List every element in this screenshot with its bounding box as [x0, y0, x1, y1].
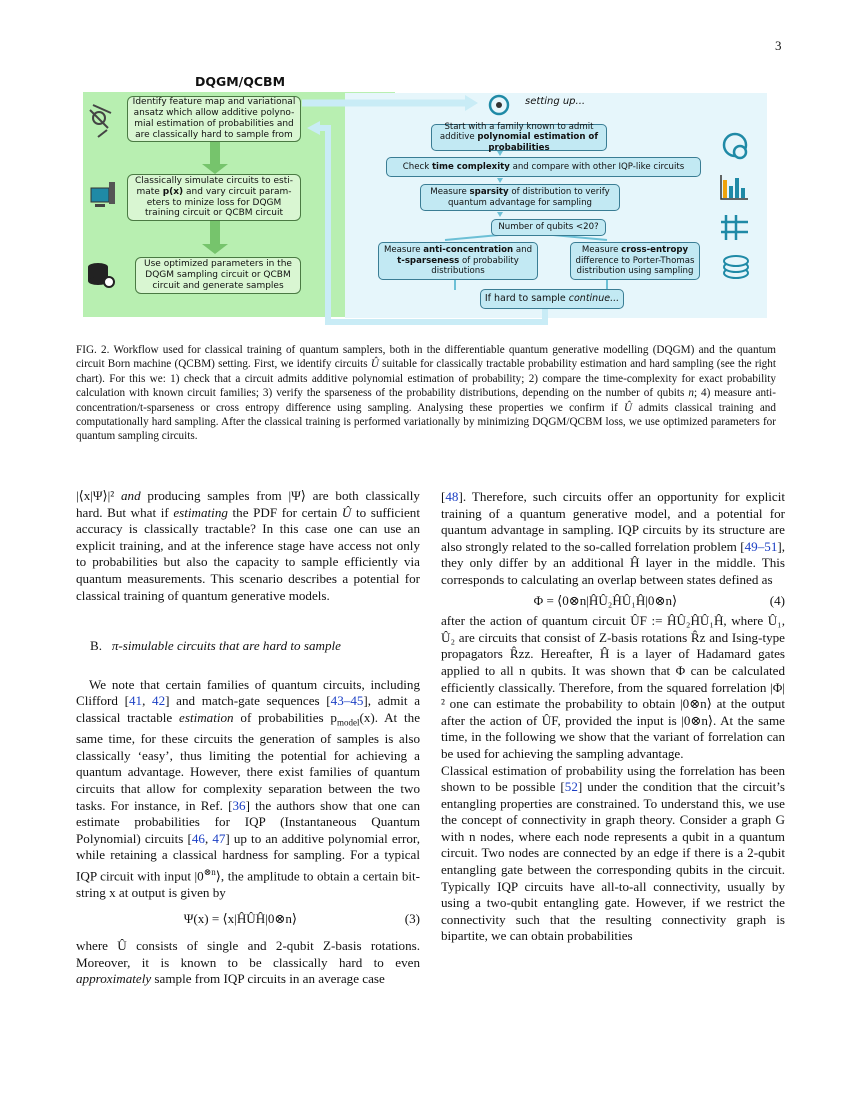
equation-3-math: Ψ(x) = ⟨x|ĤÛĤ|0⊗n⟩: [183, 911, 298, 927]
right-box-time-bold: time complexity: [431, 161, 510, 172]
caption-text-2: suitable for classically tractable probability estimation and hard sampling (see the right chart). For this we: 1) check that a circuit admits additive polynomial estimation of probability; 2) compare the time-complexity for exact probability calculation with known circuit families; 3) verify the sparseness of the probability distributions, depending on the number of qubits: [76, 358, 776, 400]
left-box-simulate-text-a: Classically simulate circuits to esti-mate: [134, 175, 293, 197]
right-box-anti-bold: anti-concentration: [423, 245, 514, 256]
right-box-anti-text-c: of probability distributions: [431, 255, 519, 277]
text-run: We note that certain families of quantum circuits, including Clifford [: [76, 676, 420, 709]
text-run: of probabilities p: [233, 709, 337, 725]
right-box-sparsity: [420, 184, 620, 211]
right-box-ce-text-b: difference to Porter-Thomas distribution using sampling: [575, 255, 695, 277]
gear-clock-icon: [724, 134, 746, 158]
left-panel-title: DQGM/QCBM: [194, 74, 286, 89]
left-box-simulate: [127, 174, 301, 221]
right-box-start: [431, 121, 607, 153]
right-box-sparsity-text-a: Measure: [430, 187, 470, 198]
settings-cycle-icon: [490, 96, 508, 114]
caption-sym-1: Û: [370, 358, 379, 371]
left-box-use-params-text: Use optimized parameters in the DQGM sampling circuit or QCBM circuit and generate samples: [144, 259, 292, 291]
citation-link[interactable]: 36: [232, 797, 246, 813]
caption-sym-2: n: [688, 387, 694, 400]
text-run: |⟨x|Ψ⟩|²: [76, 488, 121, 503]
right-box-time-text-a: Check: [402, 161, 432, 172]
text-run: model: [336, 717, 360, 728]
equation-3-number: (3): [404, 911, 420, 927]
right-box-time-complexity: [386, 157, 701, 177]
text-run: the PDF for certain: [227, 504, 342, 520]
text-run: Û: [341, 504, 352, 520]
split-arrow-left: [445, 235, 499, 240]
section-title: π-simulable circuits that are hard to sample: [111, 638, 341, 654]
text-run: ] the authors show that one can estimate probabilities for IQP (Instantaneous Quantum Polynomial) circuits [: [76, 797, 420, 846]
right-paragraph-2: after the action of quantum circuit ÛF := ĤÛ₂ĤÛ₁Ĥ, where Û₁, Û₂ are circuits that consist of Z-basis rotations R̂z and Ising-type propagators R̂zz. Hereafter, Ĥ is a layer of Hadamard gates applied to all n qubits. It was shown that Φ can be calculated efficiently classically. Therefore, from the squared forrelation |Φ|² one can estimate the probability to obtain |0⊗n⟩ at the output after the action of ÛF, provided the input is |0⊗n⟩. At the same time, in the following we show that the variant of forrelation can be used for achieving the sampling advantage.: [441, 613, 785, 761]
caption-text-1: Workflow used for classical training of quantum samplers, both in the differentiable quantum generative modelling (DQGM) and the quantum circuit Born machine (QCBM) setting. First, we identify circuits: [76, 344, 776, 371]
right-box-anti-bold2: t-sparseness: [397, 255, 460, 266]
text-run: where Û consists of single and 2-qubit Z-basis rotations. Moreover, it is known to be classically hard to even: [76, 938, 420, 970]
left-box-use-params: [135, 257, 301, 294]
green-arrow-1: [210, 142, 220, 166]
caption-text-3: ; 4) measure anti-concentration/t-sparseness or cross entropy difference using sampling. Analysing these properties we confirm if: [76, 387, 777, 414]
text-run: ] up to an additive polynomial error, while retaining a classical hardness for sampling. For a typical IQP circuit with input |0: [76, 830, 421, 884]
right-box-start-bold: polynomial estimation of probabilities: [477, 132, 599, 153]
caption-sym-3: Û: [624, 401, 633, 414]
right-box-qubits-decision: [491, 219, 606, 236]
bar-chart-icon: [721, 175, 748, 199]
database-gear-icon: [88, 263, 114, 287]
right-box-ce-bold: cross-entropy: [621, 245, 689, 256]
left-paragraph-1: [76, 488, 420, 604]
text-run: Classical estimation of probability using the forrelation has been shown to be possible [: [441, 762, 785, 795]
right-box-ce-text-a: Measure: [581, 245, 622, 256]
text-run: ]. Therefore, such circuits offer an opportunity for explicit training of a quantum generative model, and a potential for quantum advantage in sampling. IQP circuits by its structure are also strongly related to the so-called forrelation problem [: [441, 489, 785, 554]
blue-arrowhead-right: [465, 95, 478, 111]
citation-link[interactable]: 47: [212, 830, 226, 846]
equation-4-number: (4): [769, 592, 785, 608]
equation-3: [76, 911, 420, 928]
left-paragraph-3: [76, 938, 420, 988]
right-box-continue: [480, 289, 624, 309]
green-arrowhead-1: [202, 164, 228, 174]
text-run: approximately: [76, 971, 152, 987]
right-box-anti-text-b: and: [513, 245, 533, 256]
right-box-anti-concentration: [378, 242, 538, 280]
left-box-identify: [127, 96, 301, 142]
citation-link[interactable]: 42: [152, 693, 166, 709]
text-run: ,: [142, 693, 153, 709]
text-run: ], they only differ by an additional Ĥ layer in the middle. This corresponds to calculating an overlap between states defined as: [441, 538, 785, 587]
return-arrowhead: [307, 121, 320, 135]
right-box-cross-entropy: [570, 242, 700, 280]
text-run: ] under the condition that the circuit’s entangling properties are constrained. To understand this, we use the concept of connectivity in graph theory. Consider a graph G with n nodes, where each node represents a qubit in a quantum circuit. Two nodes are connected by an edge if there is a 2-qubit entangling gate between the corresponding qubits in the circuit. Typically IQP circuits have all-to-all connectivity, usually by using a two-qubit entangling gate. However, if we restrict the connectivity such that the resulting connectivity graph is bipartite, we can obtain probabilities: [441, 779, 785, 944]
right-paragraph-3: [441, 763, 785, 946]
text-run: estimating: [173, 504, 228, 520]
right-box-anti-text-a: Measure: [383, 245, 424, 256]
text-run: ], admit a classical tractable: [76, 693, 421, 725]
text-run: ⊗n: [203, 866, 216, 877]
text-run: ⟩, the amplitude to obtain a certain bit-string x at output is given by: [76, 868, 420, 900]
computer-monitor-icon: [91, 182, 115, 207]
right-box-time-text-b: and compare with other IQP-like circuits: [509, 161, 685, 172]
right-box-qubits-text: Number of qubits <20?: [498, 222, 599, 233]
text-run: sample from IQP circuits in an average case: [151, 971, 385, 987]
citation-link[interactable]: 41: [128, 693, 143, 709]
section-heading: [76, 638, 420, 655]
right-box-start-text: Start with a family known to admit additive: [439, 121, 594, 143]
right-box-sparsity-bold: sparsity: [469, 187, 509, 198]
figure-caption: [76, 343, 776, 444]
citation-link[interactable]: 52: [564, 779, 578, 795]
setting-up-label: setting up...: [525, 96, 586, 107]
grid-icon: [721, 215, 748, 240]
stack-layers-icon: [724, 256, 748, 278]
satellite-antenna-icon: [90, 105, 111, 137]
right-box-sparsity-text-b: of distribution to verify quantum advantage for sampling: [448, 187, 610, 208]
page-number: 3: [775, 38, 782, 53]
citation-link[interactable]: 43–45: [330, 693, 364, 709]
text-run: to sufficient accuracy is classically tractable? In this case one can use an explicit training, and at the inference stage have access not only to probabilities but also the capacity to sample efficiently via quantum measurements. This scenario describes a potential for classical training of quantum generative models.: [76, 504, 420, 603]
text-run: ] and match-gate sequences [: [165, 693, 331, 709]
text-run: ,: [204, 830, 213, 846]
right-box-continue-text: If hard to sample: [484, 292, 569, 304]
left-column: [76, 488, 420, 988]
left-box-simulate-text-b: and vary circuit param-eters to minize loss for DQGM training circuit or QCBM circuit: [144, 186, 292, 219]
green-arrow-2: [210, 221, 220, 246]
caption-label: FIG. 2.: [76, 344, 110, 356]
left-paragraph-2: [76, 677, 420, 902]
citation-link[interactable]: 46: [191, 830, 205, 846]
equation-4: [441, 593, 785, 610]
text-run: (x). At the same time, for these circuits the generation of samples is also classically ‘easy’, thus limiting the potential for achieving a quantum advantage. However, there exist families of quantum circuits that allow for complexity separation between the two tasks. For instance, in Ref. [: [76, 709, 420, 813]
right-paragraph-1: [48]. Therefore, such circuits offer an opportunity for explicit training of a quantum generative model, and a potential for quantum advantage in sampling. IQP circuits by its structure are also strongly related to the so-called forrelation problem [49–51], they only differ by an additional Ĥ layer in the middle. This corresponds to calculating an overlap between states defined as: [441, 489, 785, 587]
left-box-simulate-bold: p(x): [162, 186, 184, 197]
text-run: estimation: [179, 709, 234, 725]
section-number: B.: [90, 638, 103, 654]
text-run: producing samples from |Ψ⟩ are both classically hard. But what if: [76, 488, 420, 520]
green-arrowhead-2: [202, 244, 228, 254]
left-box-identify-text: Identify feature map and variational ansatz which allow additive polyno-mial estimation of probabilities and are classically hard to sample from: [132, 97, 296, 140]
figure-workflow: [80, 70, 770, 332]
right-box-continue-italic: continue...: [568, 292, 620, 304]
citation-link[interactable]: 49–51: [744, 538, 778, 554]
text-run: and: [121, 488, 141, 503]
caption-text-4: admits classical training and computationally hard sampling. After the classical training is performed variationally by minimizing DQGM/QCBM loss, we use optimized parameters for quantum sampling circuits.: [76, 401, 776, 443]
equation-4-math: Φ = ⟨0⊗n|ĤÛ₂ĤÛ₁Ĥ|0⊗n⟩: [533, 592, 678, 608]
right-column: [441, 489, 785, 945]
citation-link[interactable]: 48: [445, 489, 459, 504]
